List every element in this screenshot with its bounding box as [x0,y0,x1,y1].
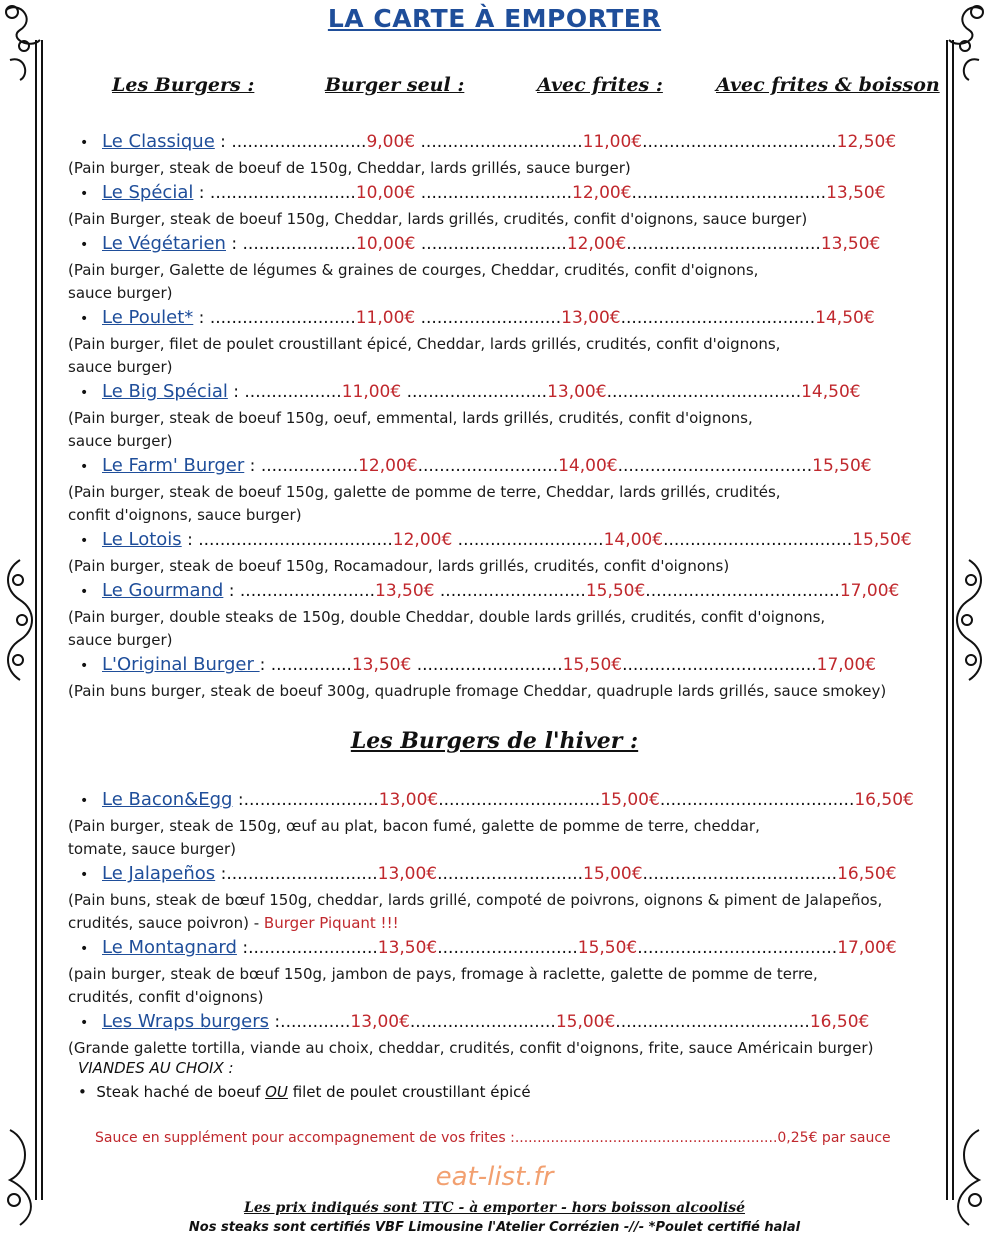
menu-item-name[interactable]: Le Végétarien [102,233,226,254]
bullet-dot-icon: • [80,135,89,151]
column-header-burgers: Les Burgers : [112,74,255,96]
price-frites: 15,50€ [585,581,646,601]
menu-item-line [80,1011,869,1033]
leader-dots: .................................... [626,234,821,254]
bullet-dot-icon: • [80,793,89,809]
menu-item-name[interactable]: Le Bacon&Egg [102,789,233,810]
menu-item-sep: : [269,1012,281,1032]
leader-dots: .................................... [645,581,840,601]
leader-dots: ............................ [226,864,378,884]
menu-item-description [68,606,928,652]
description-line: (Pain burger, filet de poulet croustillant épicé, Cheddar, lards grillés, crudités, confit d'oignons, [68,335,781,353]
price-boisson: 15,50€ [852,530,912,550]
menu-item-sep: : [227,382,245,402]
bullet-dot-icon: • [80,459,89,475]
price-seul: 13,00€ [378,790,439,810]
leader-dots: ........................... [411,655,563,675]
leader-dots: .......................... [415,308,562,328]
price-seul: 13,50€ [351,655,412,675]
description-line: (Pain Burger, steak de boeuf 150g, Cheddar, lards grillés, crudités, confit d'oignons, sauce burger) [68,210,808,228]
price-frites: 11,00€ [582,132,643,152]
description-line: (pain burger, steak de bœuf 150g, jambon de pays, fromage à raclette, galette de pomme de terre, [68,965,818,983]
leader-dots: .................................... [606,382,802,402]
menu-item-description [68,1037,928,1060]
viandes-heading: VIANDES AU CHOIX : [78,1059,234,1077]
description-line: tomate, sauce burger) [68,840,236,858]
price-seul: 9,00€ [366,132,416,152]
price-seul: 13,50€ [377,938,438,958]
menu-item-line [80,937,897,959]
description-line: crudités, confit d'oignons) [68,988,264,1006]
description-line: (Pain burger, double steaks de 150g, double Cheddar, double lards grillés, crudités, confit d'oignons, [68,608,826,626]
menu-item-line [80,233,880,255]
menu-item-sep: : [193,183,210,203]
leader-dots: ........................... [434,581,586,601]
menu-item-sep: : [215,864,227,884]
leader-dots: .................................... [622,655,817,675]
leader-dots: .................................... [631,183,827,203]
menu-item-sep: : [181,530,199,550]
ornament-frame-left-icon [0,0,56,1236]
description-line: (Pain buns, steak de bœuf 150g, cheddar, lards grillé, compoté de poivrons, oignons & piment de Jalapeños, [68,891,883,909]
description-text: crudités, sauce poivron) - [68,914,264,932]
menu-item-description [68,157,928,180]
leader-dots: .................. [260,456,359,476]
bullet-dot-icon: • [80,533,89,549]
menu-item-line [80,307,875,329]
leader-dots: ........................... [209,308,356,328]
winter-section-title: Les Burgers de l'hiver : [350,728,639,754]
menu-item-sep: : [225,234,243,254]
menu-item-name[interactable]: Le Poulet* [102,307,194,328]
price-seul: 12,00€ [358,456,418,476]
bullet-dot-icon: • [80,658,89,674]
price-boisson: 13,50€ [826,183,886,203]
bullet-dot-icon: • [80,941,89,957]
menu-item-line [80,529,912,551]
menu-item-line [80,863,897,885]
bullet-dot-icon: • [80,385,89,401]
menu-item-name[interactable]: Le Jalapeños [102,863,216,884]
description-line: (Pain burger, Galette de légumes & graines de courges, Cheddar, crudités, confit d'oignons, [68,261,759,279]
footer-prices-note: Les prix indiqués sont TTC - à emporter - hors boisson alcoolisé [244,1200,745,1216]
column-header-boisson: Avec frites & boisson [716,74,940,96]
price-frites: 13,00€ [547,382,607,402]
leader-dots: ........................... [409,1012,556,1032]
leader-dots: .................................... [642,132,837,152]
description-line: (Pain buns burger, steak de boeuf 300g, quadruple fromage Cheddar, quadruple lards grillés, sauce smokey) [68,682,887,700]
leader-dots: .......................... [437,938,578,958]
menu-item-description [68,680,928,703]
bullet-dot-icon: • [80,1015,89,1031]
description-line: (Pain burger, steak de boeuf de 150g, Cheddar, lards grillés, sauce burger) [68,159,631,177]
description-line: confit d'oignons, sauce burger) [68,506,302,524]
price-boisson: 16,50€ [837,864,897,884]
column-header-frites: Avec frites : [537,74,663,96]
leader-dots: .............................. [415,132,583,152]
column-header-seul: Burger seul : [325,74,465,96]
description-line: (Grande galette tortilla, viande au choix, cheddar, crudités, confit d'oignons, frite, sauce Américain burger) [68,1039,874,1057]
price-boisson: 13,50€ [820,234,881,254]
leader-dots: ........................... [452,530,604,550]
description-line: (Pain burger, steak de boeuf 150g, galette de pomme de terre, Cheddar, lards grillés, crudités, [68,483,781,501]
description-line: (Pain burger, steak de boeuf 150g, Rocamadour, lards grillés, crudités, confit d'oignons) [68,557,730,575]
menu-item-description [68,889,928,935]
leader-dots: ............................ [415,183,573,203]
price-boisson: 14,50€ [815,308,875,328]
price-frites: 12,00€ [572,183,632,203]
leader-dots: .................................... [198,530,393,550]
menu-item-sep: : [244,456,261,476]
menu-item-line [80,381,861,403]
description-line: sauce burger) [68,432,173,450]
menu-item-description [68,333,928,379]
leader-dots: ........................... [415,234,567,254]
leader-dots: .................................... [617,456,813,476]
price-boisson: 17,00€ [837,938,897,958]
leader-dots: .................. [244,382,342,402]
leader-dots: .............................. [438,790,601,810]
menu-item-description [68,963,928,1009]
bullet-dot-icon: • [80,237,89,253]
menu-item-line [80,654,876,676]
menu-item-name[interactable]: L'Original Burger [102,654,260,675]
menu-item-line [80,580,899,602]
menu-item-line [80,182,886,204]
leader-dots: ............. [280,1012,351,1032]
viandes-option-b: filet de poulet croustillant épicé [287,1083,531,1101]
leader-dots: ......................... [243,790,379,810]
bullet-dot-icon: • [80,867,89,883]
spicy-badge: Burger Piquant !!! [263,914,399,932]
menu-item-name[interactable]: Le Classique [102,131,215,152]
description-line: (Pain burger, steak de boeuf 150g, oeuf, emmental, lards grillés, crudités, confit d'oignons, [68,409,753,427]
menu-item-sep: : [236,938,249,958]
menu-item-name[interactable]: Le Farm' Burger [102,455,245,476]
menu-item-description [68,208,928,231]
sauce-supplement: Sauce en supplément pour accompagnement de vos frites :...........................................................0,25€ par sauce [95,1130,891,1146]
menu-item-sep: : [193,308,210,328]
price-frites: 15,50€ [562,655,623,675]
price-seul: 13,00€ [377,864,438,884]
price-frites: 15,00€ [600,790,660,810]
description-line: sauce burger) [68,358,173,376]
menu-item-name[interactable]: Le Big Spécial [102,381,228,402]
leader-dots: ........................... [437,864,584,884]
price-frites: 12,00€ [566,234,627,254]
menu-item-description [68,555,928,578]
description-line: sauce burger) [68,631,173,649]
bullet-dot-icon: • [80,311,89,327]
price-seul: 13,00€ [350,1012,410,1032]
leader-dots: .................................... [642,864,838,884]
menu-item-sep: : [223,581,240,601]
menu-item-description [68,407,928,453]
leader-dots: .................................... [615,1012,810,1032]
menu-item-description [68,481,928,527]
menu-item-sep: : [259,655,271,675]
footer-certification-note: Nos steaks sont certifiés VBF Limousine l'Atelier Corrézien -//- *Poulet certifié halal [188,1220,801,1235]
menu-item-name[interactable]: Le Montagnard [102,937,237,958]
price-seul: 12,00€ [392,530,453,550]
menu-item-description [68,815,928,861]
price-seul: 11,00€ [341,382,402,402]
price-seul: 13,50€ [375,581,435,601]
leader-dots: ..................................... [637,938,838,958]
price-seul: 10,00€ [355,183,416,203]
menu-item-line [80,789,914,811]
price-boisson: 17,00€ [839,581,900,601]
price-frites: 15,00€ [555,1012,616,1032]
price-boisson: 16,50€ [809,1012,870,1032]
leader-dots: ................................... [663,530,853,550]
bullet-dot-icon: • [78,1083,97,1101]
price-frites: 15,00€ [583,864,643,884]
leader-dots: ......................... [239,581,376,601]
leader-dots: ........................ [248,938,378,958]
viandes-option-a: Steak haché de boeuf [96,1083,266,1101]
menu-item-line [80,455,872,477]
price-boisson: 14,50€ [801,382,861,402]
price-boisson: 15,50€ [812,456,872,476]
leader-dots: .......................... [401,382,548,402]
leader-dots: ............... [270,655,352,675]
description-line [68,912,928,935]
menu-item-sep: : [232,790,244,810]
price-boisson: 16,50€ [854,790,914,810]
ornament-frame-right-icon [933,0,989,1236]
menu-item-sep: : [214,132,232,152]
price-frites: 15,50€ [577,938,638,958]
description-line: sauce burger) [68,284,173,302]
price-frites: 14,00€ [558,456,618,476]
watermark: eat-list.fr [435,1162,554,1192]
viandes-option-ou: OU [265,1083,288,1101]
menu-item-description [68,259,928,305]
price-frites: 13,00€ [561,308,621,328]
bullet-dot-icon: • [80,584,89,600]
bullet-dot-icon: • [80,186,89,202]
menu-item-name[interactable]: Les Wraps burgers [102,1011,270,1032]
page-title: LA CARTE À EMPORTER [327,4,662,33]
price-boisson: 12,50€ [836,132,897,152]
menu-item-line [80,131,896,153]
leader-dots: ......................... [231,132,367,152]
price-seul: 11,00€ [355,308,416,328]
leader-dots: .......................... [417,456,559,476]
price-boisson: 17,00€ [816,655,877,675]
leader-dots: ..................... [242,234,357,254]
description-line: (Pain burger, steak de 150g, œuf au plat, bacon fumé, galette de pomme de terre, cheddar, [68,817,760,835]
price-frites: 14,00€ [603,530,664,550]
viandes-option [78,1083,531,1101]
leader-dots: .................................... [620,308,816,328]
menu-item-name[interactable]: Le Lotois [102,529,182,550]
leader-dots: ........................... [209,183,356,203]
menu-item-name[interactable]: Le Spécial [102,182,194,203]
price-seul: 10,00€ [356,234,416,254]
menu-item-name[interactable]: Le Gourmand [102,580,224,601]
leader-dots: .................................... [659,790,855,810]
